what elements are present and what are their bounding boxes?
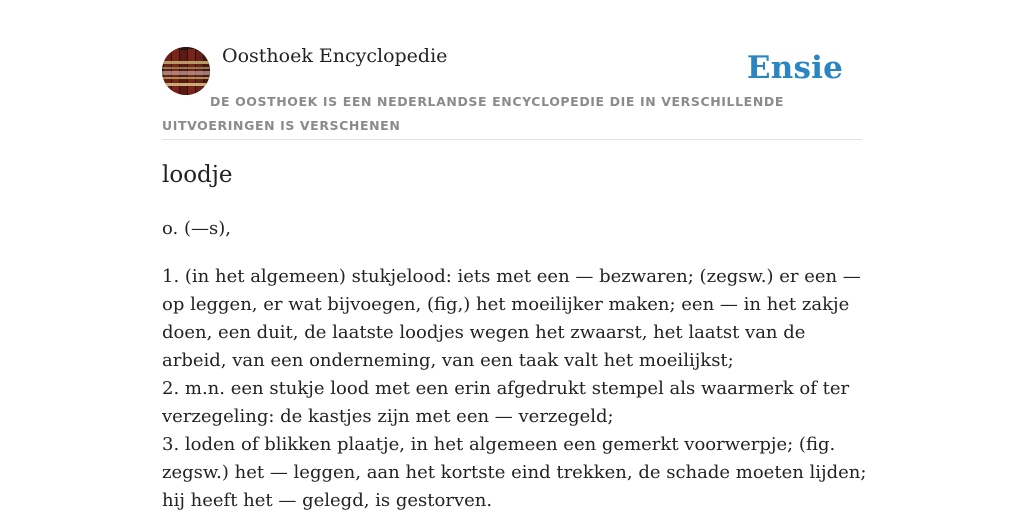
page-container — [162, 0, 867, 511]
definition-sense-2: 2. m.n. een stukje lood met een erin afgedrukt stempel als waarmerk of ter verzegeling: de kastjes zijn met een — verzegeld; — [162, 378, 850, 427]
site-title-link[interactable]: Oosthoek Encyclopedie — [222, 45, 448, 67]
ensie-logo-link[interactable]: Ensie — [746, 50, 843, 86]
entry-grammar: o. (—s), — [162, 218, 231, 239]
site-header — [162, 0, 862, 140]
entry-headword: loodje — [162, 162, 233, 188]
entry-definition — [162, 263, 867, 512]
site-tagline: DE OOSTHOEK IS EEN NEDERLANDSE ENCYCLOPEDIE DIE IN VERSCHILLENDE UITVOERINGEN IS VERSCHENEN — [162, 94, 784, 133]
definition-sense-1: 1. (in het algemeen) stukjelood: iets met een — bezwaren; (zegsw.) er een — op leggen, er wat bijvoegen, (fig,) het moeilijker maken; een — in het zakje doen, een duit, de laatste loodjes wegen het zwaarst, het laatst van de arbeid, van een onderneming, van een taak valt het moeilijkst; — [162, 266, 861, 371]
encyclopedia-books-icon[interactable] — [162, 47, 210, 95]
definition-sense-3: 3. loden of blikken plaatje, in het algemeen een gemerkt voorwerpje; (fig. zegsw.) het — leggen, aan het kortste eind trekken, de schade moeten lijden; hij heeft het — gelegd, is gestorven. — [162, 434, 867, 511]
